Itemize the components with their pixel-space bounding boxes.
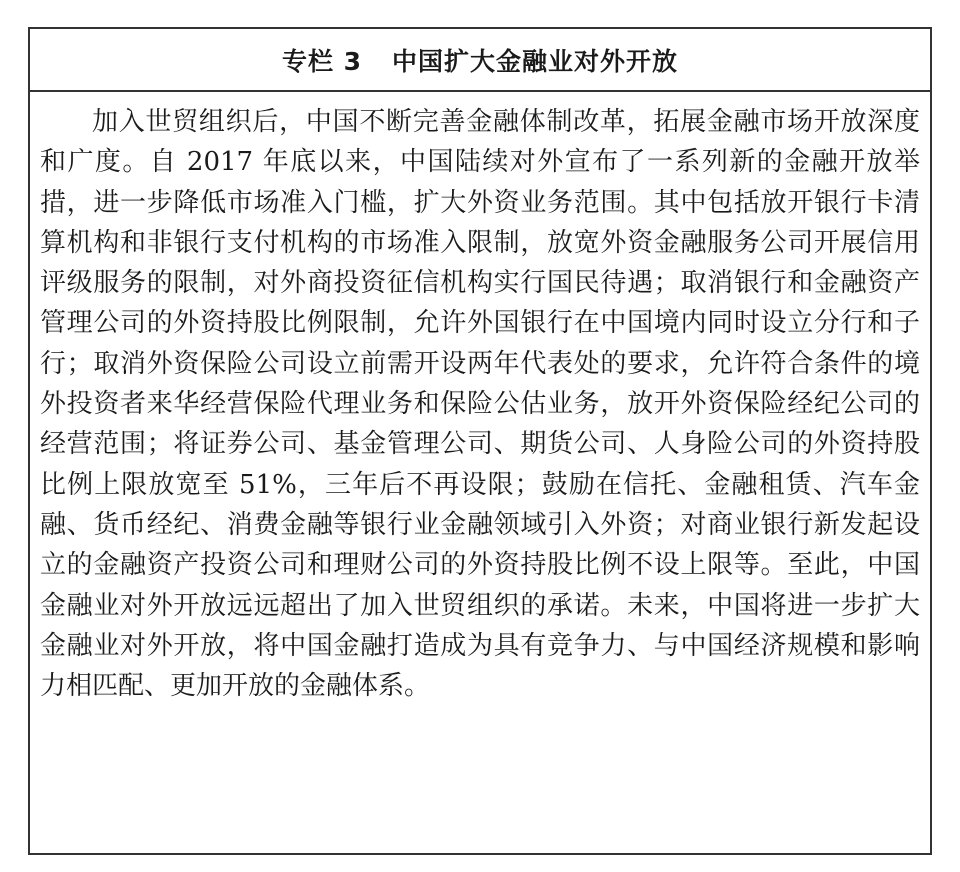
box-body <box>30 92 930 706</box>
box-header <box>30 29 930 92</box>
sidebar-box <box>28 27 932 855</box>
box-title: 中国扩大金融业对外开放 <box>392 46 679 76</box>
box-label: 专栏 3 <box>281 46 363 76</box>
body-paragraph: 加入世贸组织后，中国不断完善金融体制改革，拓展金融市场开放深度和广度。自 2017 年底以来，中国陆续对外宣布了一系列新的金融开放举措，进一步降低市场准入门槛，扩大外资业务范围。其中包括放开银行卡清算机构和非银行支付机构的市场准入限制，放宽外资金融服务公司开展信用评级服务的限制，对外商投资征信机构实行国民待遇；取消银行和金融资产管理公司的外资持股比例限制，允许外国银行在中国境内同时设立分行和子行；取消外资保险公司设立前需开设两年代表处的要求，允许符合条件的境外投资者来华经营保险代理业务和保险公估业务，放开外资保险经纪公司的经营范围；将证券公司、基金管理公司、期货公司、人身险公司的外资持股比例上限放宽至 51%，三年后不再设限；鼓励在信托、金融租赁、汽车金融、货币经纪、消费金融等银行业金融领域引入外资；对商业银行新发起设立的金融资产投资公司和理财公司的外资持股比例不设上限等。至此，中国金融业对外开放远远超出了加入世贸组织的承诺。未来，中国将进一步扩大金融业对外开放，将中国金融打造成为具有竞争力、与中国经济规模和影响力相匹配、更加开放的金融体系。 <box>40 107 920 702</box>
